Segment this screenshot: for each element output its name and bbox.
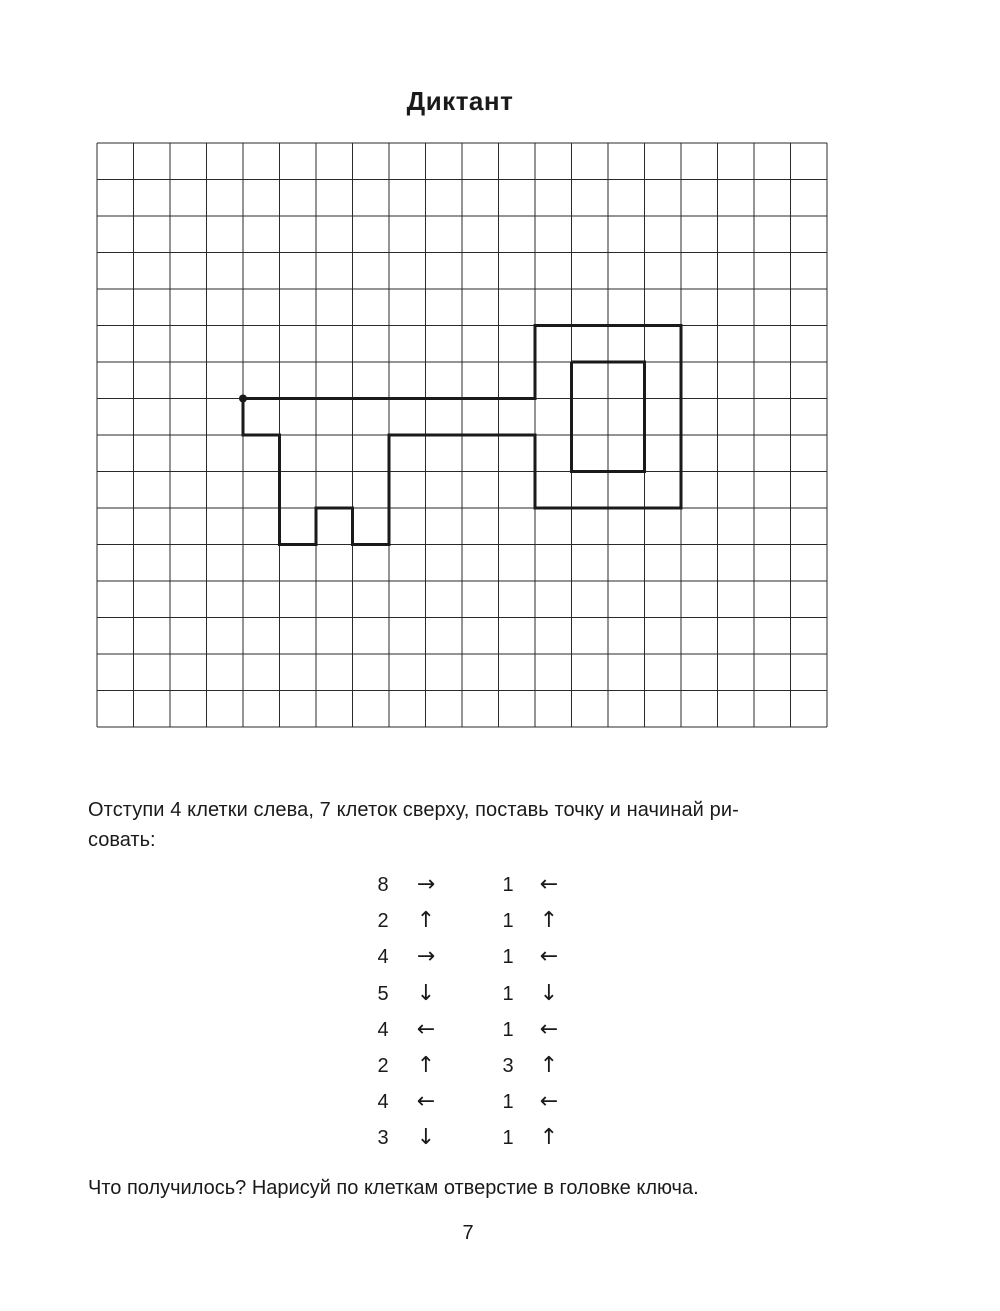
step-arrow-icon-right: ← bbox=[539, 1016, 559, 1042]
step-count-right: 3 bbox=[502, 1055, 514, 1077]
step-arrow-icon-left: → bbox=[416, 944, 436, 970]
step-count-right: 1 bbox=[502, 982, 514, 1005]
question-text: Что получилось? Нарисуй по клеткам отверстие в головке ключа. bbox=[88, 1177, 699, 1199]
step-count-right: 1 bbox=[502, 946, 514, 969]
step-count-left: 8 bbox=[377, 874, 389, 896]
step-arrow-icon-right: ↓ bbox=[539, 980, 559, 1006]
step-arrow-icon-left: ← bbox=[416, 1016, 436, 1042]
step-arrow-icon-right: ← bbox=[539, 1089, 559, 1115]
step-arrow-icon-right: ← bbox=[539, 872, 559, 897]
step-arrow-icon-left: → bbox=[416, 872, 436, 897]
start-point-dot bbox=[239, 395, 247, 403]
step-arrow-icon-left: ↑ bbox=[416, 1053, 436, 1078]
step-count-left: 3 bbox=[377, 1127, 389, 1150]
step-count-right: 1 bbox=[502, 910, 514, 933]
page-title: Диктант bbox=[406, 86, 514, 116]
page-number: 7 bbox=[462, 1222, 474, 1244]
step-arrow-icon-left: ← bbox=[416, 1089, 436, 1115]
step-count-right: 1 bbox=[502, 1091, 514, 1114]
step-count-left: 2 bbox=[377, 1055, 389, 1077]
step-arrow-icon-left: ↑ bbox=[416, 908, 436, 934]
instruction-line-2: совать: bbox=[88, 829, 156, 851]
step-count-left: 4 bbox=[377, 946, 389, 969]
step-count-left: 2 bbox=[377, 910, 389, 933]
step-count-right: 1 bbox=[502, 874, 514, 896]
step-count-right: 1 bbox=[502, 1018, 514, 1041]
step-arrow-icon-right: ← bbox=[539, 944, 559, 970]
step-arrow-icon-right: ↑ bbox=[539, 1125, 559, 1151]
step-count-right: 1 bbox=[502, 1127, 514, 1150]
instruction-line-1: Отступи 4 клетки слева, 7 клеток сверху, поставь точку и начинай ри- bbox=[88, 799, 739, 821]
step-count-left: 4 bbox=[377, 1091, 389, 1114]
step-arrow-icon-left: ↓ bbox=[416, 1125, 436, 1151]
step-arrow-icon-right: ↑ bbox=[539, 1053, 559, 1078]
step-count-left: 5 bbox=[377, 982, 389, 1005]
step-arrow-icon-right: ↑ bbox=[539, 908, 559, 934]
step-count-left: 4 bbox=[377, 1018, 389, 1041]
step-arrow-icon-left: ↓ bbox=[416, 980, 436, 1006]
